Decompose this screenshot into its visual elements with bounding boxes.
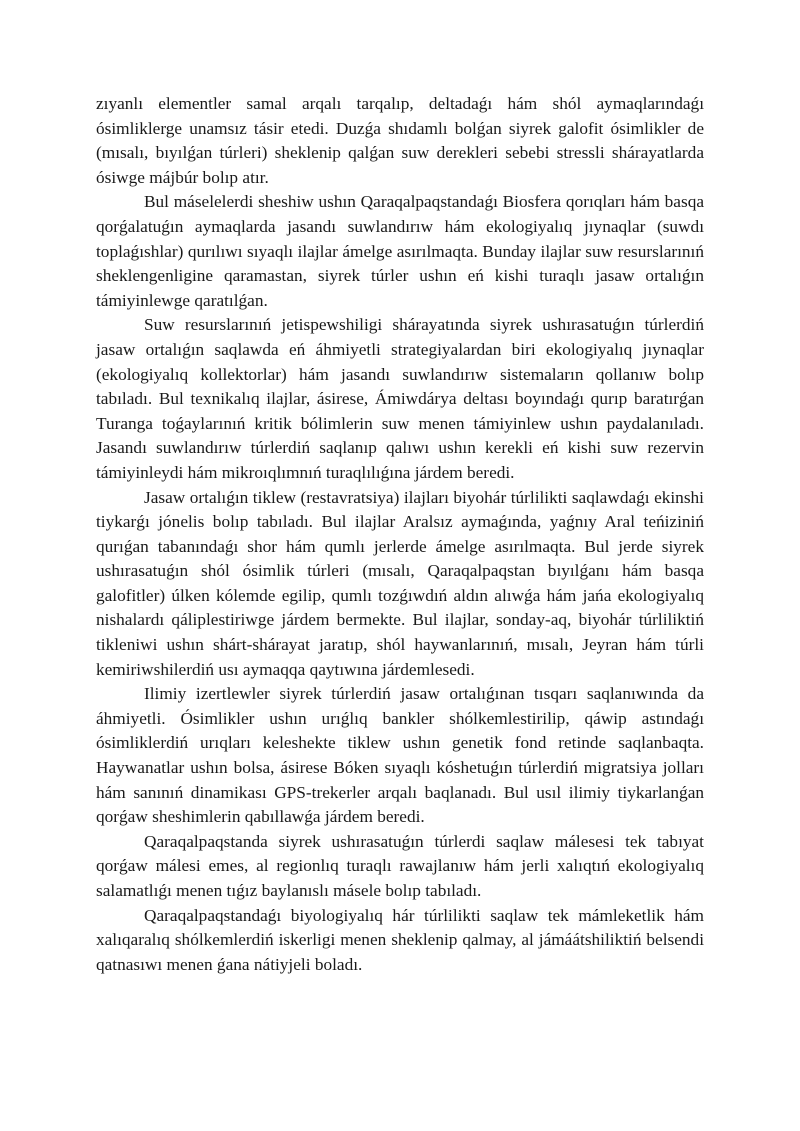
paragraph-water-shortage-strategies: Suw resurslarınıń jetispewshiligi shárayatında siyrek ushırasatuǵın túrlerdiń jasaw ortalıǵın saqlawda eń áhmiyetli strategiyalardan biri ekologiyalıq jıynaqlar (ekologiyalıq kollektorlar) hám jasandı suwlandırıw sistemaların qollanıw bolıp tabıladı. Bul texnikalıq ilajlar, ásirese, Ámiwdárya deltası boyındaǵı qurıp baratırǵan Turanga toǵaylarınıń kritik bólimlerin suw menen támiyinlew ushın paydalanıladı. Jasandı suwlandırıw túrlerdiń saqlanıp qalıwı ushın kerekli eń kishi suw rezervin támiyinleydi hám mikroıqlımnıń turaqlılıǵına járdem beredi. bbox=[96, 315, 704, 482]
paragraph-public-participation: Qaraqalpaqstandaǵı biyologiyalıq hár túrlilikti saqlaw tek mámleketlik hám xalıqaralıq shólkemlerdiń iskerligi menen sheklenip qalmay, al jámáátshiliktiń belsendi qatnasıwı menen ǵana nátiyjeli boladı. bbox=[96, 905, 704, 974]
document-page bbox=[96, 92, 704, 977]
paragraph-regional-development: Qaraqalpaqstanda siyrek ushırasatuǵın túrlerdi saqlaw málesesi tek tabıyat qorǵaw málesi emes, al regionlıq turaqlı rawajlanıw hám jerli xalıqtıń ekologiyalıq salamatlıǵı menen tıǵız baylanıslı másele bolıp tabıladı. bbox=[96, 831, 704, 900]
paragraph-biosphere-measures: Bul máselelerdi sheshiw ushın Qaraqalpaqstandaǵı Biosfera qorıqları hám basqa qorǵalatuǵın aymaqlarda jasandı suwlandırıw hám ekologiyalıq jıynaqlar (suwdı toplaǵıshlar) qurılıwı sıyaqlı ilajlar ámelge asırılmaqta. Bunday ilajlar suw resurslarınıń sheklengenligine qaramastan, siyrek túrler ushın eń kishi turaqlı jasaw ortalıǵın támiyinlewge qaratılǵan. bbox=[96, 192, 704, 310]
paragraph-continuation: zıyanlı elementler samal arqalı tarqalıp, deltadaǵı hám shól aymaqlarındaǵı ósimliklerge unamsız tásir etedi. Duzǵa shıdamlı bolǵan siyrek galofit ósimlikler de (mısalı, bıyılǵan túrleri) sheklenip qalǵan suw derekleri sebebi stressli shárayatlarda ósiwge májbúr bolıp atır. bbox=[96, 94, 704, 187]
paragraph-scientific-research: Ilimiy izertlewler siyrek túrlerdiń jasaw ortalıǵınan tısqarı saqlanıwında da áhmiyetli. Ósimlikler ushın urıǵlıq bankler shólkemlestirilip, qáwip astındaǵı ósimliklerdiń urıqları keleshekte tiklew ushın genetik fond retinde saqlanbaqta. Haywanatlar ushın bolsa, ásirese Bóken sıyaqlı kóshetuǵın túrlerdiń migratsiya jolları hám sanınıń dinamikası GPS-trekerler arqalı baqlanadı. Bul usıl ilimiy tiykarlanǵan qorǵaw sheshimlerin qabıllawǵa járdem beredi. bbox=[96, 684, 704, 827]
paragraph-habitat-restoration: Jasaw ortalıǵın tiklew (restavratsiya) ilajları biyohár túrlilikti saqlawdaǵı ekinshi tiykarǵı jónelis bolıp tabıladı. Bul ilajlar Aralsız aymaǵında, yaǵnıy Aral teńiziniń qurıǵan tabanındaǵı shor hám qumlı jerlerde ámelge asırılmaqta. Bul jerde siyrek ushırasatuǵın shól ósimlik túrleri (mısalı, Qaraqalpaqstan bıyılǵanı hám basqa galofitler) úlken kólemde egilip, qumlı tozǵıwdıń aldın alıwǵa hám jańa ekologiyalıq nishalardı qáliplestiriwge járdem bermekte. Bul ilajlar, sonday-aq, biyohár túrliliktiń tikleniwi ushın shárt-shárayat jaratıp, shól haywanlarınıń, mısalı, Jeyran hám túrli kemiriwshilerdiń usı aymaqqa qaytıwına járdemlesedi. bbox=[96, 487, 704, 679]
